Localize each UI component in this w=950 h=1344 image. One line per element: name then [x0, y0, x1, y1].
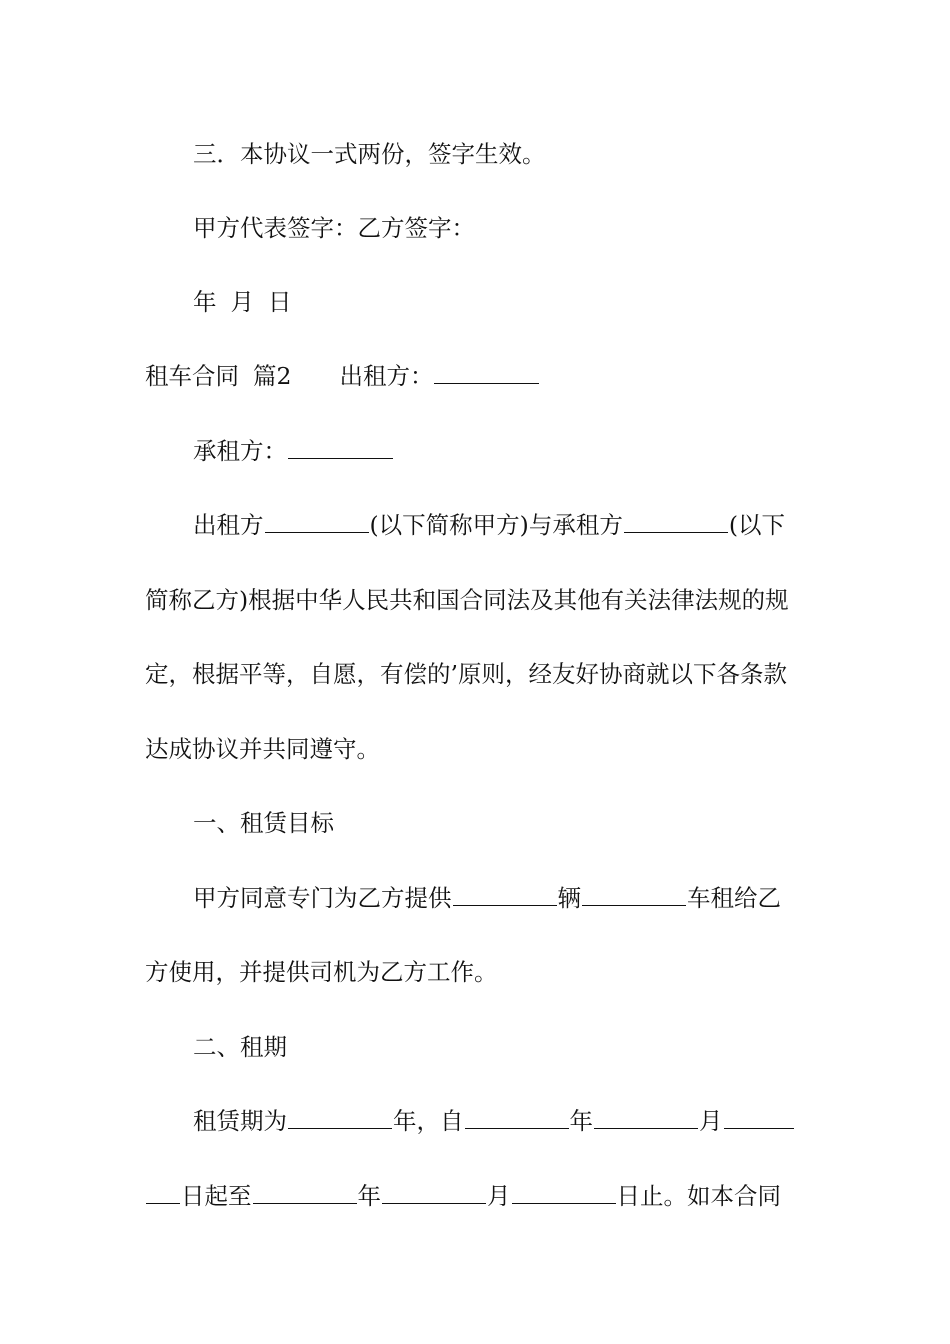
lessor-label: 出租方：	[339, 362, 434, 390]
end-month-blank	[382, 1181, 486, 1204]
section-one-line-1	[145, 883, 810, 913]
parties-text-4: 达成协议并共同遵守。	[145, 735, 380, 763]
contract-heading	[145, 361, 810, 391]
party-b-blank	[624, 510, 728, 533]
start-day-blank-a	[724, 1106, 794, 1129]
term-text-a: 租赁期为	[193, 1107, 287, 1135]
signature-text: 甲方代表签字：乙方签字：	[193, 214, 475, 242]
date-year: 年	[193, 288, 217, 316]
contract-part: 篇2	[253, 362, 292, 390]
end-day-blank	[512, 1181, 616, 1204]
lessee-line	[145, 436, 810, 466]
section-one-heading	[145, 808, 810, 838]
term-years-blank	[288, 1106, 392, 1129]
start-day-blank-b	[146, 1181, 180, 1204]
date-day: 日	[268, 288, 292, 316]
end-year-blank	[253, 1181, 357, 1204]
section-one-title: 一、租赁目标	[193, 809, 334, 837]
section-one-text-b: 辆	[557, 884, 581, 912]
start-year-blank	[465, 1106, 569, 1129]
start-month-blank	[594, 1106, 698, 1129]
lessor-blank	[434, 361, 539, 384]
parties-text-c: (以下	[728, 511, 786, 539]
section-two-heading	[145, 1032, 810, 1062]
clause-three-text: 三．本协议一式两份，签字生效。	[193, 140, 546, 168]
contract-title: 租车合同	[145, 362, 239, 390]
section-one-line-2	[145, 957, 810, 987]
parties-text-3: 定，根据平等，自愿，有偿的’原则，经友好协商就以下各条款	[145, 660, 787, 688]
date-month: 月	[230, 288, 254, 316]
parties-text-b: (以下简称甲方)与承租方	[369, 511, 623, 539]
vehicle-count-blank	[453, 883, 557, 906]
vehicle-type-blank	[582, 883, 686, 906]
term-text-e: 日起至	[181, 1182, 252, 1210]
signature-line	[145, 213, 810, 243]
term-text-h: 日止。如本合同	[616, 1182, 781, 1210]
term-text-f: 年	[357, 1182, 381, 1210]
section-two-line-1	[145, 1106, 810, 1136]
term-text-g: 月	[487, 1182, 511, 1210]
section-two-line-2	[145, 1181, 810, 1211]
parties-line-2	[145, 585, 810, 615]
clause-three	[145, 139, 810, 169]
parties-line-4	[145, 734, 810, 764]
party-a-blank	[265, 510, 369, 533]
term-text-c: 年	[569, 1107, 593, 1135]
parties-text-a: 出租方	[193, 511, 264, 539]
parties-text-2: 简称乙方)根据中华人民共和国合同法及其他有关法律法规的规	[145, 586, 789, 614]
section-one-text-2: 方使用，并提供司机为乙方工作。	[145, 958, 498, 986]
lessee-blank	[288, 436, 393, 459]
parties-line-1	[145, 510, 810, 540]
section-two-title: 二、租期	[193, 1033, 287, 1061]
parties-line-3	[145, 659, 810, 689]
section-one-text-c: 车租给乙	[687, 884, 781, 912]
term-text-b: 年，自	[393, 1107, 464, 1135]
term-text-d: 月	[699, 1107, 723, 1135]
section-one-text-a: 甲方同意专门为乙方提供	[193, 884, 452, 912]
date-line	[145, 287, 810, 317]
lessee-label: 承租方：	[193, 437, 287, 465]
